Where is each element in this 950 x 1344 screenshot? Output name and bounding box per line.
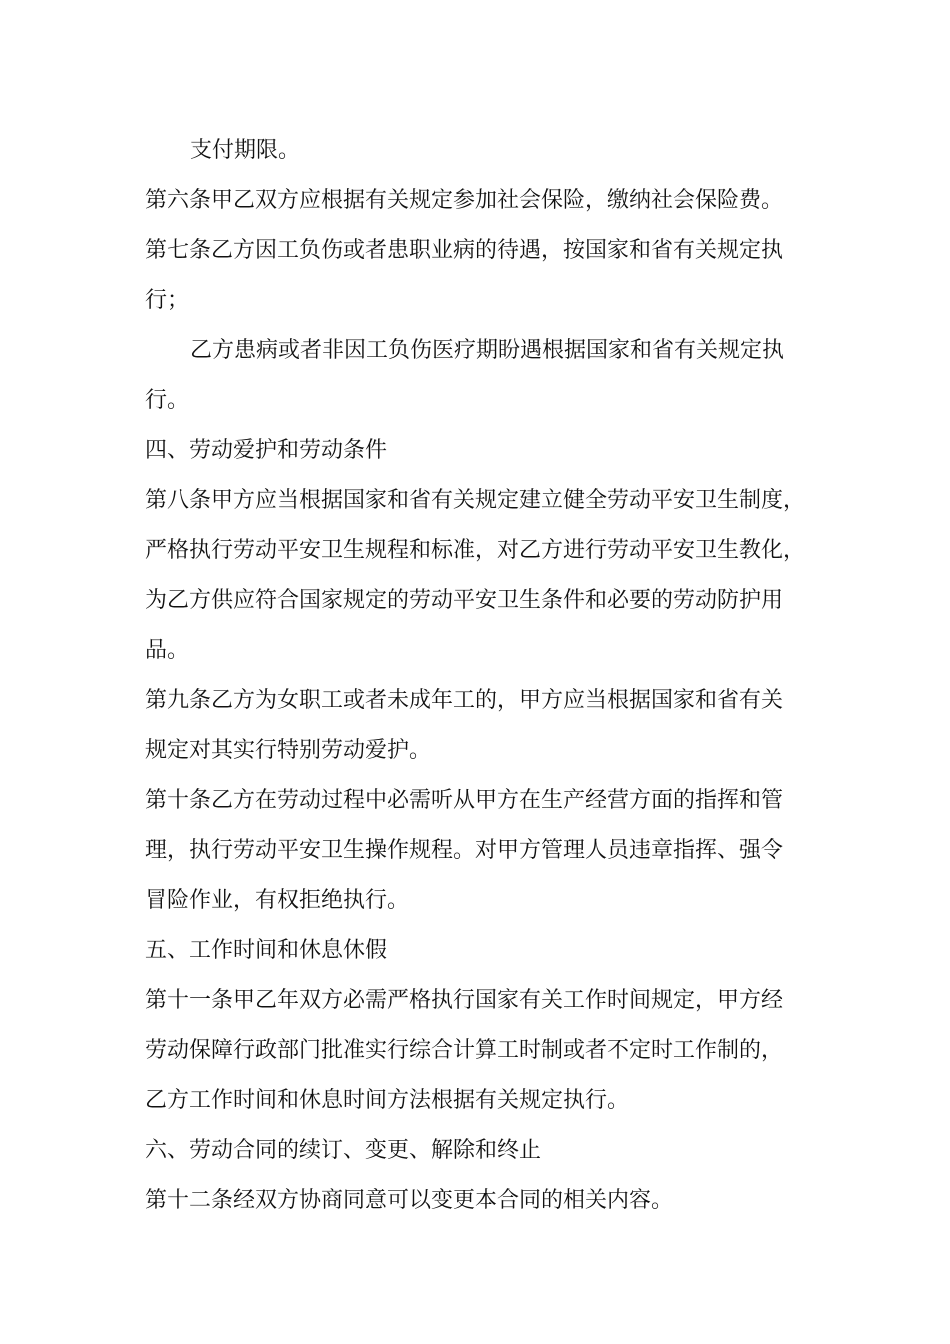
article-10-line: 第十条乙方在劳动过程中必需听从甲方在生产经营方面的指挥和管	[145, 788, 784, 813]
text-line: 行；	[145, 288, 190, 313]
section-4-heading: 四、劳动爱护和劳动条件	[145, 438, 388, 463]
article-7-line: 第七条乙方因工负伤或者患职业病的待遇，按国家和省有关规定执	[145, 238, 784, 263]
section-6-heading: 六、劳动合同的续订、变更、解除和终止	[145, 1138, 542, 1163]
article-8-line: 第八条甲方应当根据国家和省有关规定建立健全劳动平安卫生制度，	[145, 488, 806, 513]
text-line: 劳动保障行政部门批准实行综合计算工时制或者不定时工作制的，	[145, 1038, 784, 1063]
text-line: 为乙方供应符合国家规定的劳动平安卫生条件和必要的劳动防护用	[145, 588, 784, 613]
article-12-line: 第十二条经双方协商同意可以变更本合同的相关内容。	[145, 1188, 674, 1213]
text-line: 品。	[145, 638, 190, 663]
text-line: 严格执行劳动平安卫生规程和标准，对乙方进行劳动平安卫生教化，	[145, 538, 806, 563]
text-line: 冒险作业，有权拒绝执行。	[145, 888, 410, 913]
article-11-line: 第十一条甲乙年双方必需严格执行国家有关工作时间规定，甲方经	[145, 988, 784, 1013]
text-line: 行。	[145, 388, 190, 413]
text-line: 支付期限。	[190, 138, 301, 163]
article-6-line: 第六条甲乙双方应根据有关规定参加社会保险，缴纳社会保险费。	[145, 188, 784, 213]
text-line: 乙方患病或者非因工负伤医疗期盼遇根据国家和省有关规定执	[190, 338, 785, 363]
text-line: 理，执行劳动平安卫生操作规程。对甲方管理人员违章指挥、强令	[145, 838, 784, 863]
article-9-line: 第九条乙方为女职工或者未成年工的，甲方应当根据国家和省有关	[145, 688, 784, 713]
text-line: 规定对其实行特别劳动爱护。	[145, 738, 432, 763]
text-line: 乙方工作时间和休息时间方法根据有关规定执行。	[145, 1088, 630, 1113]
section-5-heading: 五、工作时间和休息休假	[145, 938, 388, 963]
